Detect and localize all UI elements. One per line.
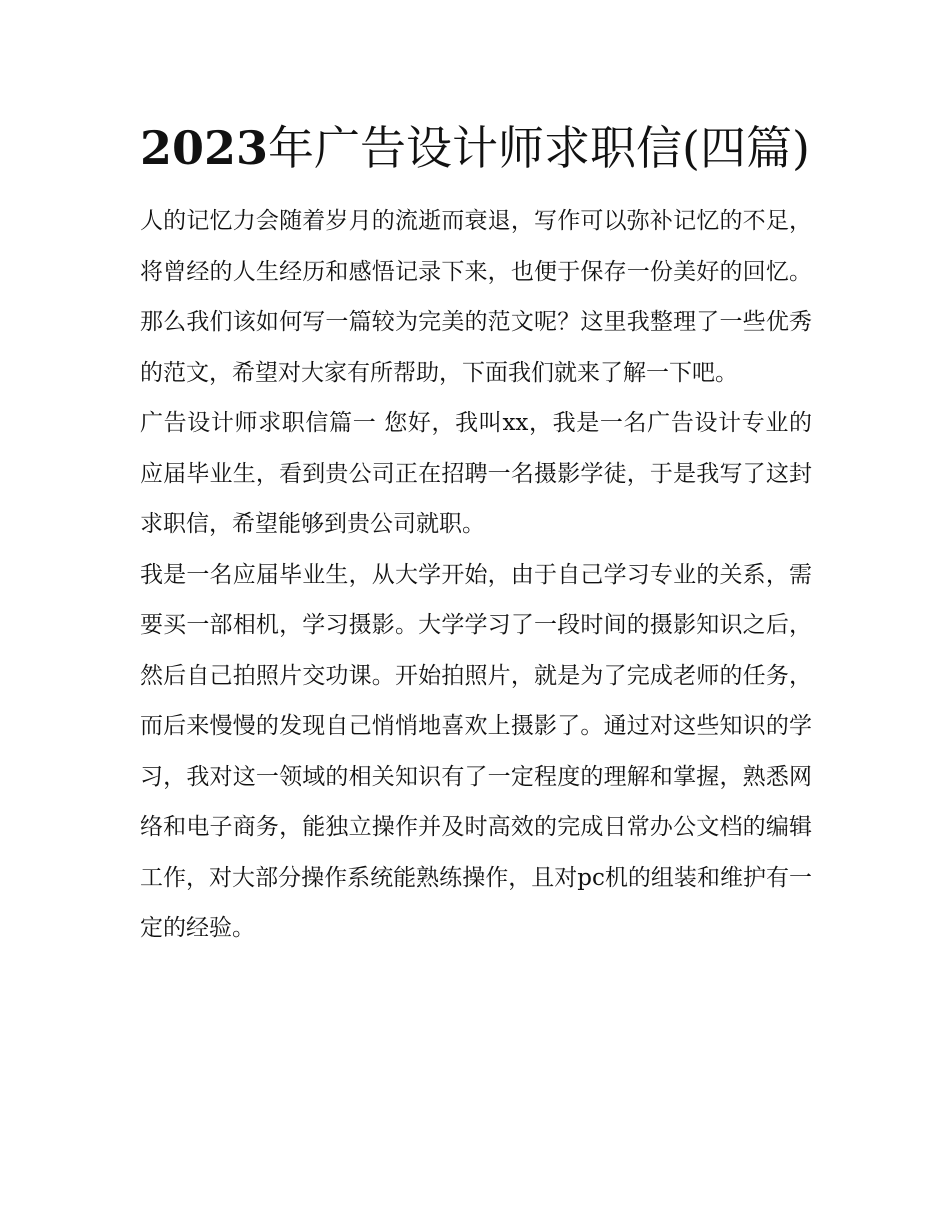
- paragraph-letter-one: 广告设计师求职信篇一 您好，我叫xx，我是一名广告设计专业的应届毕业生，看到贵公司正在招聘一名摄影学徒，于是我写了这封求职信，希望能够到贵公司就职。: [140, 410, 812, 537]
- document-body: [140, 196, 812, 954]
- paragraph-background: 我是一名应届毕业生，从大学开始，由于自己学习专业的关系，需要买一部相机，学习摄影。大学学习了一段时间的摄影知识之后，然后自己拍照片交功课。开始拍照片，就是为了完成老师的任务，而后来慢慢的发现自己悄悄地喜欢上摄影了。通过对这些知识的学习，我对这一领域的相关知识有了一定程度的理解和掌握，熟悉网络和电子商务，能独立操作并及时高效的完成日常办公文档的编辑工作，对大部分操作系统能熟练操作，且对pc机的组装和维护有一定的经验。: [140, 561, 812, 941]
- document-title: [140, 0, 812, 184]
- document-page: [140, 0, 812, 954]
- paragraph-intro: 人的记忆力会随着岁月的流逝而衰退，写作可以弥补记忆的不足，将曾经的人生经历和感悟记录下来，也便于保存一份美好的回忆。那么我们该如何写一篇较为完美的范文呢？这里我整理了一些优秀的范文，希望对大家有所帮助，下面我们就来了解一下吧。: [140, 208, 812, 386]
- title-text: 年广告设计师求职信(四篇): [268, 121, 810, 175]
- title-year: 2023: [140, 121, 269, 175]
